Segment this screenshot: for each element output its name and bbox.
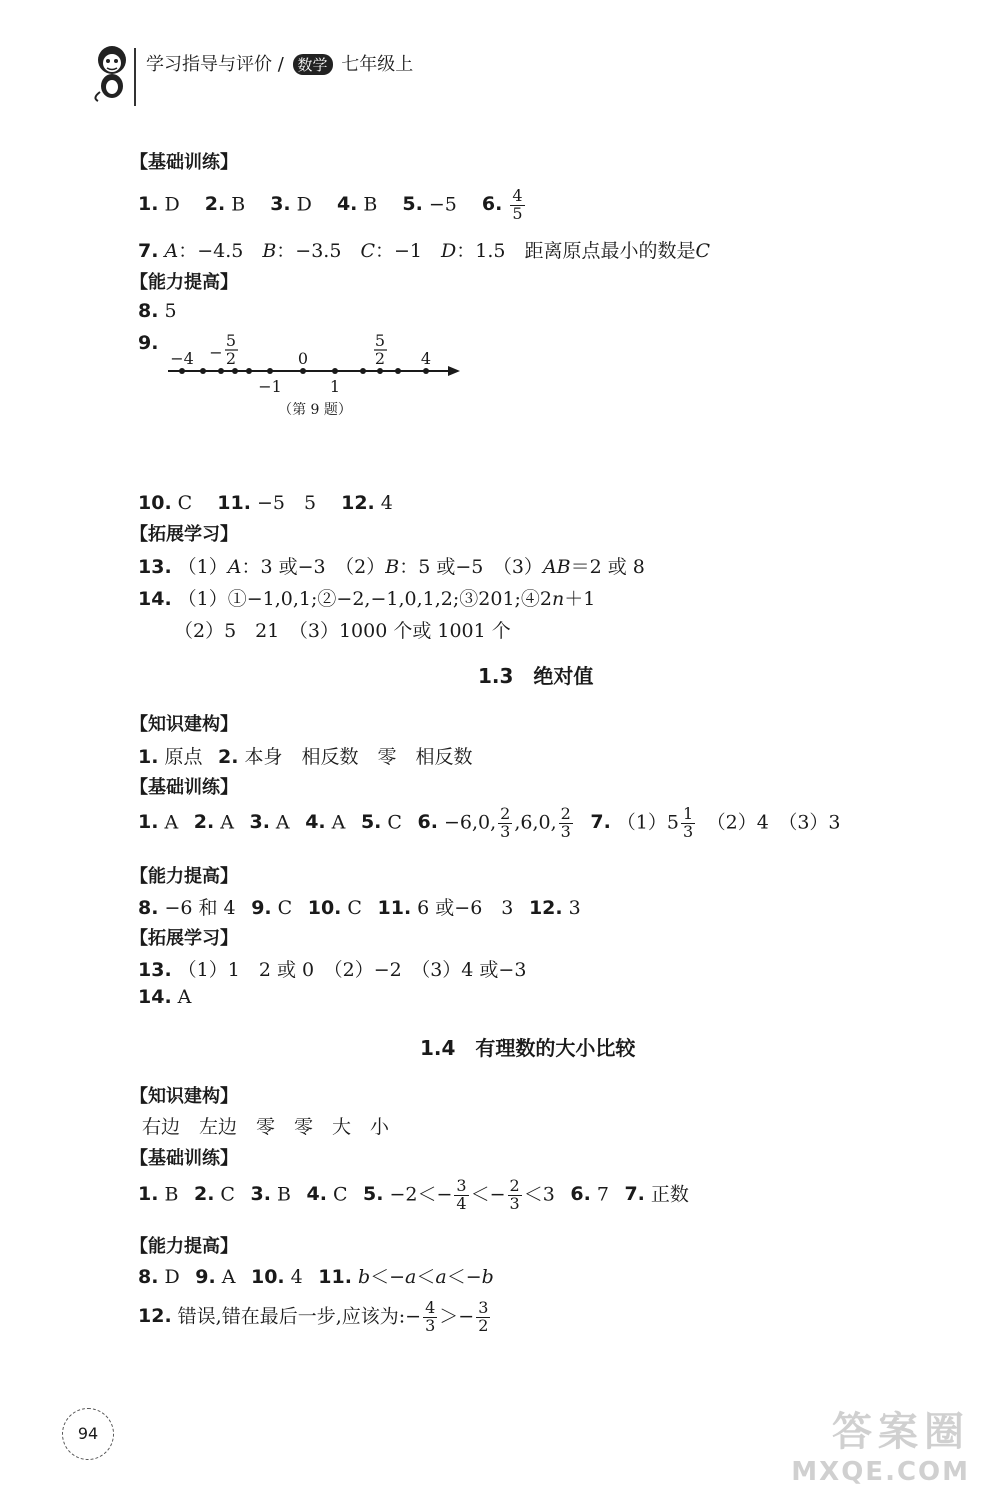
label-minus-five-halves-sign: − — [209, 343, 223, 362]
s2-ext-label: 【拓展学习】 — [130, 928, 238, 949]
s2-know-label: 【知识建构】 — [130, 714, 238, 735]
s3-base-label: 【基础训练】 — [130, 1148, 238, 1169]
label-1: 1 — [329, 377, 341, 396]
s2-ability-label: 【能力提高】 — [130, 866, 238, 887]
fraction: $\frac{4}{5}$ — [512, 186, 523, 223]
s1-line8: 8. 5 — [138, 300, 177, 322]
number-line-figure — [160, 330, 470, 420]
s1-ability-label: 【能力提高】 — [130, 272, 238, 293]
subject-badge: 数学 — [293, 54, 333, 75]
s2-line5: 14. A — [138, 986, 192, 1008]
label-minus-five-halves-den: 2 — [225, 349, 237, 368]
figure-caption: （第 9 题） — [278, 402, 352, 418]
s1-base-label: 【基础训练】 — [130, 152, 238, 173]
s2-line1: 1. 原点 2. 本身 相反数 零 相反数 — [138, 746, 473, 768]
label-five-halves-num: 5 — [374, 331, 386, 350]
s1-line14: 14. （1）①−1,0,1;②−2,−1,0,1,2;③201;④2n＋1 — [138, 588, 596, 610]
fraction: $\frac{3}{2}$ — [478, 1298, 489, 1335]
label-4: 4 — [420, 349, 432, 368]
label-minus-1: −1 — [258, 377, 282, 396]
s1-line14b: （2）5 21 （3）1000 个或 1001 个 — [174, 620, 511, 642]
s2-line3: 8. −6 和 4 9. C 10. C 11. 6 或−6 3 12. 3 — [138, 897, 581, 919]
header-slash: / — [277, 54, 284, 75]
fraction: $\frac{3}{4}$ — [456, 1176, 467, 1213]
fraction: $\frac{1}{3}$ — [682, 804, 694, 841]
label-0: 0 — [297, 349, 309, 368]
s2-line2: 1. A 2. A 3. A 4. A 5. C 6. −6,0, $\frac{2}{3}$ ,6,0, $\frac{2}{3}$ 7. （1）5 $\frac{1}{3}$ （2）4 （3）3 — [138, 804, 841, 841]
s1-line9: 9. — [138, 332, 159, 354]
watermark-url: MXQE.COM — [791, 1457, 970, 1487]
watermark — [791, 1400, 970, 1487]
page-number: 94 — [62, 1408, 114, 1460]
book-title: 学习指导与评价 — [146, 54, 272, 75]
watermark-logo-text: 答案圈 — [832, 1409, 970, 1455]
fraction: $\frac{2}{3}$ — [500, 804, 511, 841]
monkey-mascot-icon — [90, 40, 134, 102]
s1-line1: 1. D 2. B 3. D 4. B 5. −5 6. $\frac{4}{5}$ — [138, 186, 523, 223]
s1-ext-label: 【拓展学习】 — [130, 524, 238, 545]
s3-line1: 右边 左边 零 零 大 小 — [142, 1116, 390, 1138]
fraction: $\frac{2}{3}$ — [560, 804, 571, 841]
grade-label: 七年级上 — [341, 54, 414, 75]
s3-line3: 8. D 9. A 10. 4 11. b＜−a＜a＜−b — [138, 1266, 494, 1288]
fraction: $\frac{4}{3}$ — [425, 1298, 436, 1335]
s2-line4: 13. （1）1 2 或 0 （2）−2 （3）4 或−3 — [138, 959, 527, 981]
header-text — [146, 50, 413, 76]
header-divider — [134, 48, 136, 106]
s1-line13: 13. （1）A：3 或−3 （2）B：5 或−5 （3）AB＝2 或 8 — [138, 556, 645, 578]
section-title-comparison: 1.4 有理数的大小比较 — [420, 1036, 636, 1060]
label-minus-five-halves-num: 5 — [225, 331, 237, 350]
axis-arrow-icon — [448, 366, 460, 376]
fraction: $\frac{2}{3}$ — [509, 1176, 520, 1213]
section-title-abs-value: 1.3 绝对值 — [478, 664, 594, 688]
s3-know-label: 【知识建构】 — [130, 1086, 238, 1107]
s1-line10: 10. C 11. −5 5 12. 4 — [138, 492, 393, 514]
label-five-halves-den: 2 — [374, 349, 386, 368]
s3-line4: 12. 错误,错在最后一步,应该为:− $\frac{4}{3}$ ＞− $\frac{3}{2}$ — [138, 1298, 489, 1335]
s3-line2: 1. B 2. C 3. B 4. C 5. −2＜− $\frac{3}{4}$ ＜− $\frac{2}{3}$ ＜3 6. 7 7. 正数 — [138, 1176, 689, 1213]
label-minus-4: −4 — [170, 349, 194, 368]
s1-line2: 7. A：−4.5 B：−3.5 C：−1 D：1.5 距离原点最小的数是C — [138, 240, 711, 262]
s3-ability-label: 【能力提高】 — [130, 1236, 238, 1257]
s2-base-label: 【基础训练】 — [130, 777, 238, 798]
